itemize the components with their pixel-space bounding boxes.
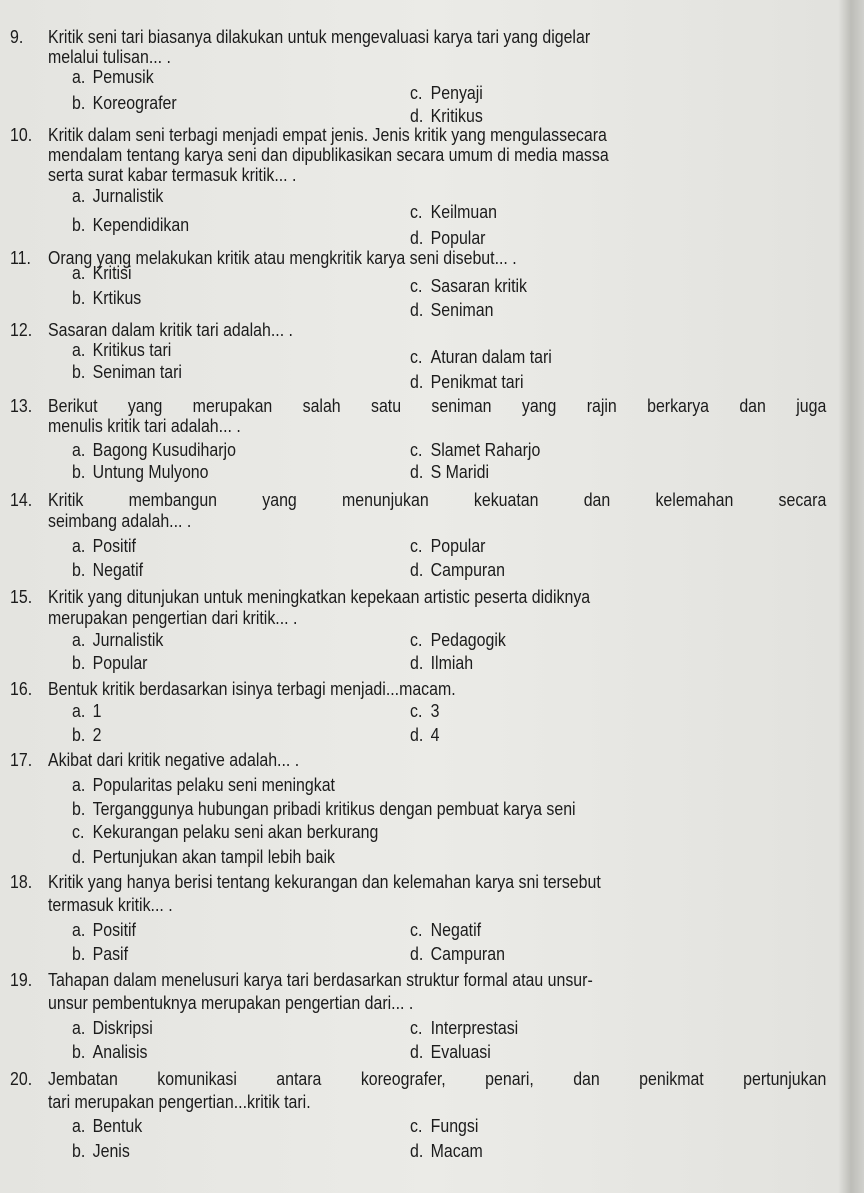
option-letter: a. xyxy=(72,66,86,87)
option-text: Positif xyxy=(92,535,136,556)
question-text: tari merupakan pengertian...kritik tari. xyxy=(48,1091,311,1112)
option-b[interactable] xyxy=(72,362,182,382)
option-text: Interprestasi xyxy=(430,1017,519,1038)
option-letter: d. xyxy=(72,846,86,867)
option-letter: d. xyxy=(410,105,424,126)
option-text: Jurnalistik xyxy=(92,629,164,650)
option-text: Bentuk xyxy=(92,1115,143,1136)
option-letter: b. xyxy=(72,724,86,745)
question-text: Jembatan komunikasi antara koreografer, penari, dan penikmat pertunjukan xyxy=(48,1068,827,1089)
option-a[interactable] xyxy=(72,440,236,460)
option-letter: b. xyxy=(72,943,86,964)
option-text: 3 xyxy=(430,700,440,721)
option-text: Positif xyxy=(92,919,136,940)
option-text: Koreografer xyxy=(92,92,177,113)
option-text: Pertunjukan akan tampil lebih baik xyxy=(92,846,335,867)
option-text: Slamet Raharjo xyxy=(430,439,541,460)
option-b[interactable] xyxy=(72,799,576,819)
question-number: 9. xyxy=(10,26,24,47)
option-text: Macam xyxy=(430,1140,483,1161)
option-text: Seniman xyxy=(430,299,494,320)
option-letter: a. xyxy=(72,339,86,360)
option-text: Pedagogik xyxy=(430,629,506,650)
option-b[interactable] xyxy=(72,93,177,113)
option-b[interactable] xyxy=(72,462,209,482)
question-text: Orang yang melakukan kritik atau mengkritik karya seni disebut... . xyxy=(48,247,517,268)
question-text: unsur pembentuknya merupakan pengertian dari... . xyxy=(48,992,414,1013)
option-text: Campuran xyxy=(430,943,505,964)
question-number: 12. xyxy=(10,319,33,340)
option-text: 2 xyxy=(92,724,102,745)
option-letter: b. xyxy=(72,214,86,235)
option-letter: c. xyxy=(410,275,423,296)
option-text: Penikmat tari xyxy=(430,371,524,392)
option-letter: a. xyxy=(72,185,86,206)
option-letter: a. xyxy=(72,919,86,940)
option-text: Campuran xyxy=(430,559,505,580)
question-text: merupakan pengertian dari kritik... . xyxy=(48,607,298,628)
option-a[interactable] xyxy=(72,263,132,283)
option-letter: c. xyxy=(410,919,423,940)
option-b[interactable] xyxy=(72,1141,130,1161)
option-letter: a. xyxy=(72,700,86,721)
option-letter: c. xyxy=(410,700,423,721)
question-number: 11. xyxy=(10,247,31,268)
option-d[interactable] xyxy=(410,1141,483,1161)
option-a[interactable] xyxy=(72,1018,153,1038)
option-b[interactable] xyxy=(72,653,147,673)
option-letter: d. xyxy=(410,1140,424,1161)
option-a[interactable] xyxy=(72,186,163,206)
option-letter: c. xyxy=(410,439,423,460)
option-text: Negatif xyxy=(430,919,482,940)
option-letter: d. xyxy=(410,559,424,580)
option-c[interactable] xyxy=(410,536,485,556)
option-letter: d. xyxy=(410,652,424,673)
option-letter: b. xyxy=(72,1041,86,1062)
question-text: Sasaran dalam kritik tari adalah... . xyxy=(48,319,293,340)
option-text: 4 xyxy=(430,724,440,745)
option-text: Negatif xyxy=(92,559,144,580)
question-number: 10. xyxy=(10,124,33,145)
option-text: Popular xyxy=(92,652,148,673)
option-letter: b. xyxy=(72,92,86,113)
option-a[interactable] xyxy=(72,1116,142,1136)
option-a[interactable] xyxy=(72,536,136,556)
option-d[interactable] xyxy=(410,1042,491,1062)
option-text: Pemusik xyxy=(92,66,154,87)
option-c[interactable] xyxy=(410,440,540,460)
option-letter: d. xyxy=(410,371,424,392)
option-b[interactable] xyxy=(72,1042,147,1062)
option-letter: b. xyxy=(72,287,86,308)
option-letter: b. xyxy=(72,559,86,580)
option-c[interactable] xyxy=(410,347,552,367)
option-text: Seniman tari xyxy=(92,361,182,382)
option-d[interactable] xyxy=(410,372,523,392)
option-text: Popular xyxy=(430,227,486,248)
option-c[interactable] xyxy=(72,822,378,842)
question-number: 18. xyxy=(10,871,33,892)
option-text: Terganggunya hubungan pribadi kritikus dengan pembuat karya seni xyxy=(92,798,576,819)
option-text: Kritikus xyxy=(430,105,483,126)
option-letter: d. xyxy=(410,461,424,482)
option-text: Diskripsi xyxy=(92,1017,153,1038)
question-text: Kritik yang ditunjukan untuk meningkatkan kepekaan artistic peserta didiknya xyxy=(48,586,591,607)
question-text: mendalam tentang karya seni dan dipublikasikan secara umum di media massa xyxy=(48,144,609,165)
option-letter: c. xyxy=(410,201,423,222)
option-c[interactable] xyxy=(410,920,481,940)
option-text: Pasif xyxy=(92,943,129,964)
option-d[interactable] xyxy=(410,106,483,126)
question-number: 15. xyxy=(10,586,33,607)
option-letter: d. xyxy=(410,299,424,320)
question-text: serta surat kabar termasuk kritik... . xyxy=(48,164,297,185)
question-text: Bentuk kritik berdasarkan isinya terbagi menjadi...macam. xyxy=(48,678,456,699)
option-text: Fungsi xyxy=(430,1115,479,1136)
option-text: 1 xyxy=(92,700,102,721)
option-d[interactable] xyxy=(410,300,493,320)
question-number: 17. xyxy=(10,749,33,770)
question-number: 20. xyxy=(10,1068,33,1089)
option-d[interactable] xyxy=(410,944,505,964)
option-d[interactable] xyxy=(410,462,489,482)
option-c[interactable] xyxy=(410,1018,518,1038)
question-text: seimbang adalah... . xyxy=(48,510,192,531)
option-letter: c. xyxy=(410,1017,423,1038)
option-text: Ilmiah xyxy=(430,652,474,673)
option-b[interactable] xyxy=(72,944,128,964)
question-number: 13. xyxy=(10,395,33,416)
option-b[interactable] xyxy=(72,560,143,580)
question-text: Berikut yang merupakan salah satu seniman yang rajin berkarya dan juga xyxy=(48,395,827,416)
question-text: Kritik yang hanya berisi tentang kekurangan dan kelemahan karya sni tersebut xyxy=(48,871,601,892)
option-letter: a. xyxy=(72,262,86,283)
option-b[interactable] xyxy=(72,725,101,745)
option-c[interactable] xyxy=(410,83,483,103)
option-letter: c. xyxy=(410,346,423,367)
option-text: Kependidikan xyxy=(92,214,190,235)
option-d[interactable] xyxy=(410,653,473,673)
option-letter: a. xyxy=(72,1017,86,1038)
option-letter: d. xyxy=(410,724,424,745)
question-text: Kritik dalam seni terbagi menjadi empat jenis. Jenis kritik yang mengulassecara xyxy=(48,124,607,145)
option-text: Kritisi xyxy=(92,262,132,283)
option-a[interactable] xyxy=(72,630,163,650)
option-d[interactable] xyxy=(410,725,439,745)
option-d[interactable] xyxy=(72,847,335,867)
option-c[interactable] xyxy=(410,276,527,296)
option-text: Analisis xyxy=(92,1041,148,1062)
option-b[interactable] xyxy=(72,288,141,308)
option-text: Bagong Kusudiharjo xyxy=(92,439,236,460)
option-letter: a. xyxy=(72,1115,86,1136)
option-letter: b. xyxy=(72,1140,86,1161)
option-letter: c. xyxy=(72,821,85,842)
option-text: Jurnalistik xyxy=(92,185,164,206)
option-letter: d. xyxy=(410,227,424,248)
option-text: Jenis xyxy=(92,1140,130,1161)
option-a[interactable] xyxy=(72,920,136,940)
option-text: Krtikus xyxy=(92,287,142,308)
option-text: Kekurangan pelaku seni akan berkurang xyxy=(92,821,379,842)
question-number: 19. xyxy=(10,969,33,990)
option-text: Evaluasi xyxy=(430,1041,491,1062)
option-b[interactable] xyxy=(72,215,189,235)
option-c[interactable] xyxy=(410,202,497,222)
option-text: Kritikus tari xyxy=(92,339,172,360)
option-letter: b. xyxy=(72,652,86,673)
option-letter: b. xyxy=(72,361,86,382)
option-a[interactable] xyxy=(72,340,171,360)
option-text: S Maridi xyxy=(430,461,489,482)
option-letter: a. xyxy=(72,535,86,556)
option-letter: c. xyxy=(410,82,423,103)
option-a[interactable] xyxy=(72,701,101,721)
question-number: 16. xyxy=(10,678,33,699)
option-c[interactable] xyxy=(410,1116,478,1136)
option-letter: b. xyxy=(72,461,86,482)
option-letter: d. xyxy=(410,943,424,964)
option-letter: b. xyxy=(72,798,86,819)
question-text: Kritik membangun yang menunjukan kekuatan dan kelemahan secara xyxy=(48,489,827,510)
option-a[interactable] xyxy=(72,775,335,795)
option-letter: c. xyxy=(410,535,423,556)
option-letter: a. xyxy=(72,629,86,650)
option-c[interactable] xyxy=(410,630,506,650)
option-letter: a. xyxy=(72,774,86,795)
question-text: menulis kritik tari adalah... . xyxy=(48,415,241,436)
option-letter: d. xyxy=(410,1041,424,1062)
question-number: 14. xyxy=(10,489,33,510)
option-text: Keilmuan xyxy=(430,201,497,222)
option-text: Sasaran kritik xyxy=(430,275,528,296)
option-letter: c. xyxy=(410,629,423,650)
question-text: termasuk kritik... . xyxy=(48,894,173,915)
question-text: Akibat dari kritik negative adalah... . xyxy=(48,749,300,770)
option-a[interactable] xyxy=(72,67,154,87)
question-text: Tahapan dalam menelusuri karya tari berdasarkan struktur formal atau unsur- xyxy=(48,969,593,990)
option-text: Popular xyxy=(430,535,486,556)
question-text: Kritik seni tari biasanya dilakukan untuk mengevaluasi karya tari yang digelar xyxy=(48,26,591,47)
option-d[interactable] xyxy=(410,228,485,248)
question-text: melalui tulisan... . xyxy=(48,46,171,67)
option-letter: c. xyxy=(410,1115,423,1136)
option-d[interactable] xyxy=(410,560,505,580)
option-text: Aturan dalam tari xyxy=(430,346,552,367)
option-text: Untung Mulyono xyxy=(92,461,209,482)
option-text: Penyaji xyxy=(430,82,483,103)
option-letter: a. xyxy=(72,439,86,460)
option-c[interactable] xyxy=(410,701,439,721)
option-text: Popularitas pelaku seni meningkat xyxy=(92,774,335,795)
